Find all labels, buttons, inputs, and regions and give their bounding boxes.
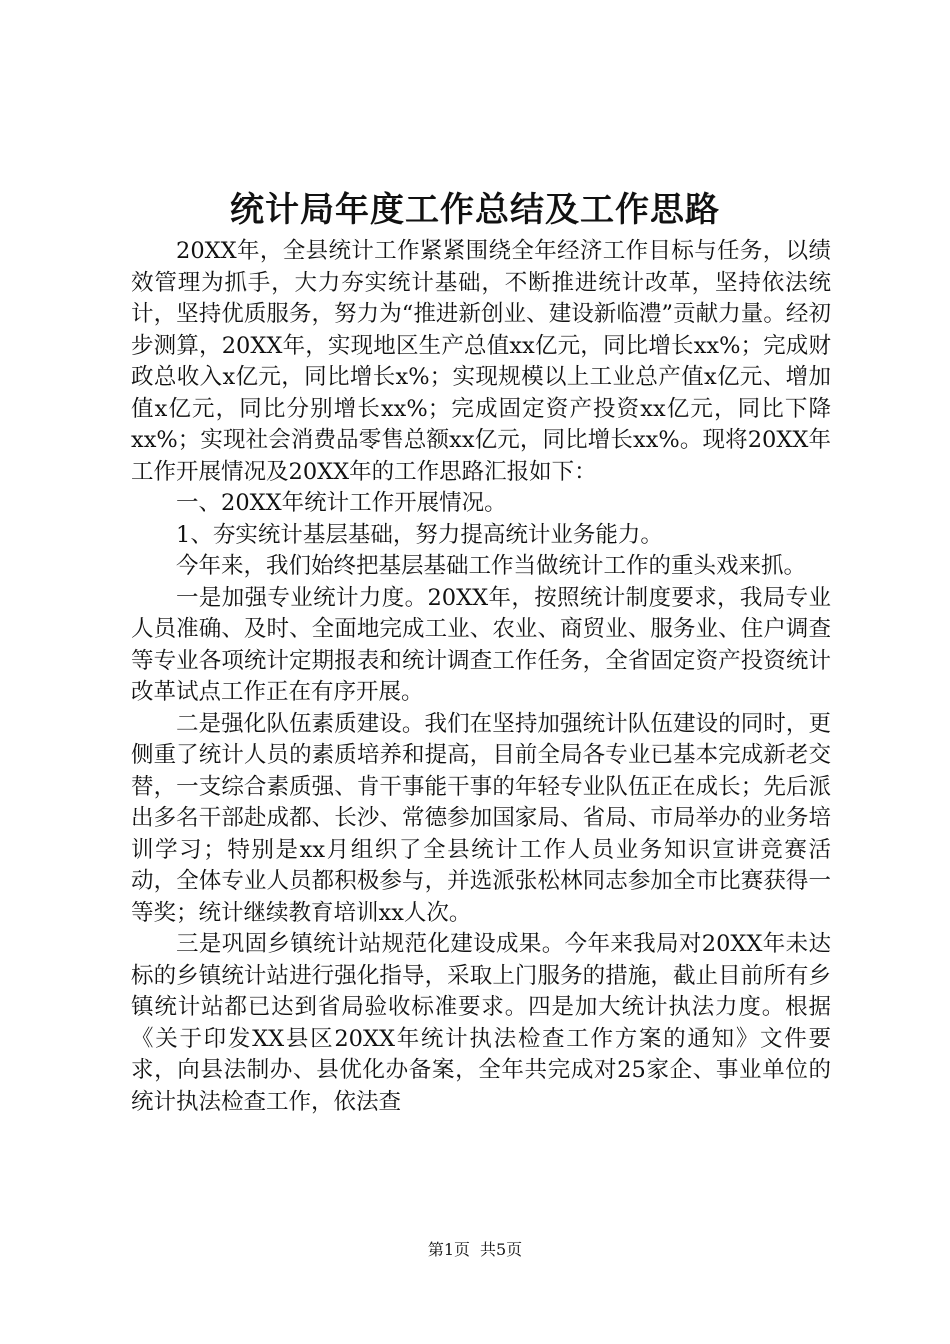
subsection-heading: 1、夯实统计基层基础，努力提高统计业务能力。 <box>176 521 663 548</box>
paragraph-intro: 20XX年，全县统计工作紧紧围绕全年经济工作目标与任务，以绩效管理为抓手，大力夯实统计基础，不断推进统计改革，坚持依法统计，坚持优质服务，努力为“推进新创业、建设新临澧”贡献力量。经初步测算，20XX年，实现地区生产总值xx亿元，同比增长xx%；完成财政总收入x亿元，同比增长x%；实现规模以上工业总产值x亿元、增加值x亿元，同比分别增长xx%；完成固定资产投资xx亿元，同比下降xx%；实现社会消费品零售总额xx亿元，同比增长xx%。现将20XX年工作开展情况及20XX年的工作思路汇报如下： <box>131 238 831 485</box>
page-number: 第1页 <box>427 1240 470 1259</box>
document-body <box>131 236 831 1118</box>
page-total: 共5页 <box>480 1240 523 1259</box>
section-heading: 一、20XX年统计工作开展情况。 <box>176 490 507 516</box>
paragraph: 三是巩固乡镇统计站规范化建设成果。今年来我局对20XX年未达标的乡镇统计站进行强化指导，采取上门服务的措施，截止目前所有乡镇统计站都已达到省局验收标准要求。四是加大统计执法力度。根据《关于印发XX县区20XX年统计执法检查工作方案的通知》文件要求，向县法制办、县优化办备案，全年共完成对25家企、事业单位的统计执法检查工作，依法查 <box>131 931 831 1115</box>
document-title: 统计局年度工作总结及工作思路 <box>230 190 720 230</box>
paragraph: 一是加强专业统计力度。20XX年，按照统计制度要求，我局专业人员准确、及时、全面地完成工业、农业、商贸业、服务业、住户调查等专业各项统计定期报表和统计调查工作任务，全省固定资产投资统计改革试点工作正在有序开展。 <box>131 584 831 705</box>
page-footer <box>0 1238 950 1262</box>
paragraph: 今年来，我们始终把基层基础工作当做统计工作的重头戏来抓。 <box>176 553 807 579</box>
paragraph: 二是强化队伍素质建设。我们在坚持加强统计队伍建设的同时，更侧重了统计人员的素质培养和提高，目前全局各专业已基本完成新老交替，一支综合素质强、肯干事能干事的年轻专业队伍正在成长；先后派出多名干部赴成都、长沙、常德参加国家局、省局、市局举办的业务培训学习；特别是xx月组织了全县统计工作人员业务知识宣讲竞赛活动，全体专业人员都积极参与，并选派张松林同志参加全市比赛获得一等奖；统计继续教育培训xx人次。 <box>131 710 831 926</box>
